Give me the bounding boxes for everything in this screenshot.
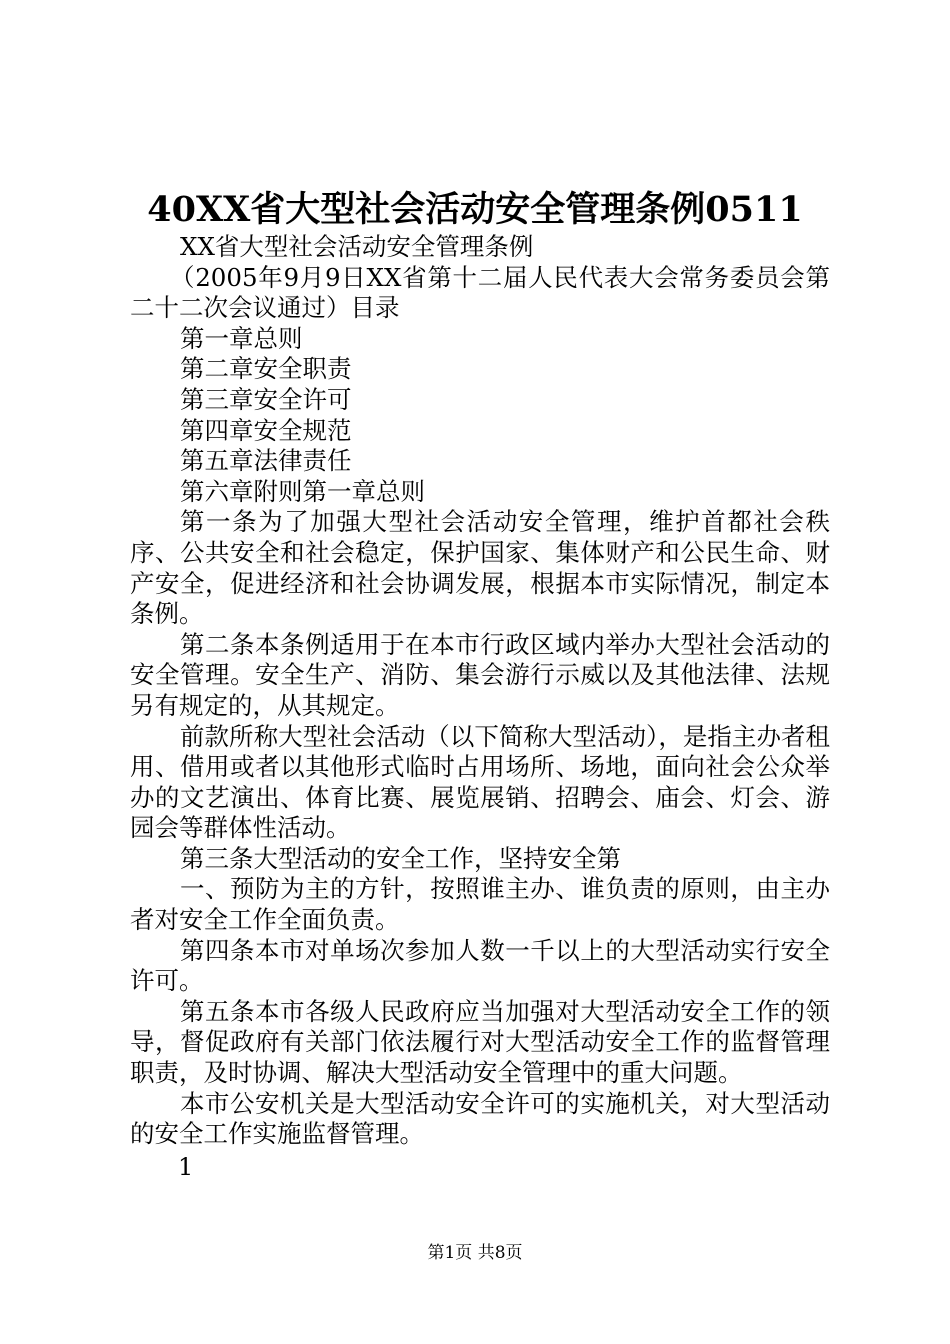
paragraph: 第二章安全职责 <box>180 354 352 384</box>
page-number: 1 <box>178 1153 194 1181</box>
paragraph: 一、预防为主的方针，按照谁主办、谁负责的原则，由主办者对安全工作全面负责。 <box>130 874 830 935</box>
page-footer: 第1页 共8页 <box>427 1243 523 1263</box>
paragraph: 第四条本市对单场次参加人数一千以上的大型活动实行安全许可。 <box>130 935 830 996</box>
paragraph: 第六章附则第一章总则 <box>180 476 425 506</box>
paragraph: 第四章安全规范 <box>180 415 352 445</box>
paragraph: 第五条本市各级人民政府应当加强对大型活动安全工作的领导，督促政府有关部门依法履行对大型活动安全工作的监督管理职责，及时协调、解决大型活动安全管理中的重大问题。 <box>130 996 830 1088</box>
paragraph: 第一章总则 <box>180 323 303 353</box>
paragraph: 第一条为了加强大型社会活动安全管理，维护首都社会秩序、公共安全和社会稳定，保护国家、集体财产和公民生命、财产安全，促进经济和社会协调发展，根据本市实际情况，制定本条例。 <box>130 507 830 629</box>
paragraph: XX省大型社会活动安全管理条例 <box>180 232 534 261</box>
paragraph: 第三条大型活动的安全工作，坚持安全第 <box>180 843 621 873</box>
paragraph: （2005年9月9日XX省第十二届人民代表大会常务委员会第二十二次会议通过）目录 <box>130 262 830 323</box>
paragraph: 前款所称大型社会活动（以下简称大型活动），是指主办者租用、借用或者以其他形式临时占用场所、场地，面向社会公众举办的文艺演出、体育比赛、展览展销、招聘会、庙会、灯会、游园会等群体性活动。 <box>130 721 830 843</box>
paragraph: 第二条本条例适用于在本市行政区域内举办大型社会活动的安全管理。安全生产、消防、集会游行示威以及其他法律、法规另有规定的，从其规定。 <box>130 629 830 720</box>
document-title: 40XX省大型社会活动安全管理条例0511 <box>147 189 803 230</box>
document-body <box>130 232 830 1150</box>
paragraph: 第五章法律责任 <box>180 446 352 476</box>
paragraph: 第三章安全许可 <box>180 384 352 414</box>
paragraph: 本市公安机关是大型活动安全许可的实施机关，对大型活动的安全工作实施监督管理。 <box>130 1088 830 1149</box>
